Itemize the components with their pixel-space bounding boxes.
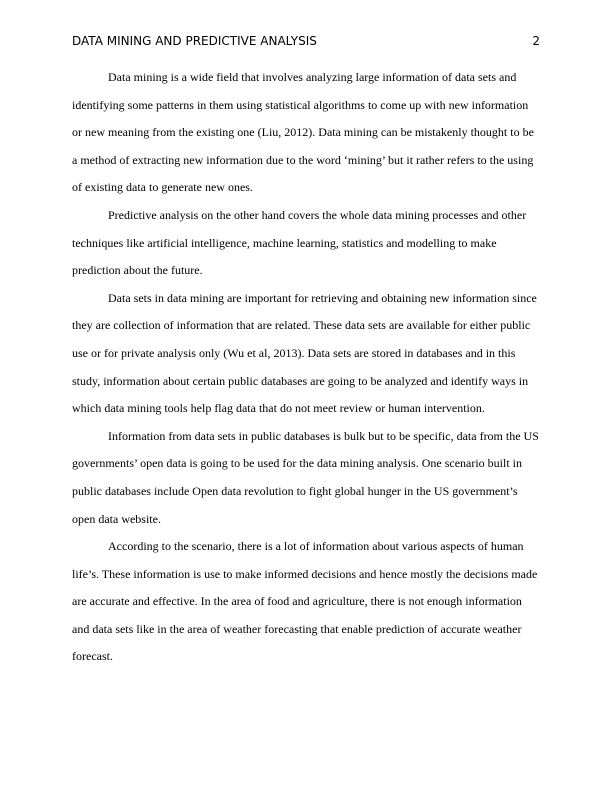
text-line: public databases include Open data revolution to fight global hunger in the US government’s bbox=[72, 483, 518, 498]
page-number: 2 bbox=[532, 34, 540, 48]
text-line: of existing data to generate new ones. bbox=[72, 180, 253, 195]
text-line: Information from data sets in public databases is bulk but to be specific, data from the US bbox=[108, 428, 539, 443]
text-line: they are collection of information that are related. These data sets are available for either public bbox=[72, 318, 531, 333]
document-body bbox=[72, 64, 544, 671]
paragraph bbox=[72, 423, 544, 533]
paragraph bbox=[72, 64, 544, 202]
text-line: life’s. These information is use to make informed decisions and hence mostly the decisions made bbox=[72, 566, 538, 581]
text-line: According to the scenario, there is a lot of information about various aspects of human bbox=[108, 539, 524, 554]
text-line: use or for private analysis only (Wu et al, 2013). Data sets are stored in databases and in this bbox=[72, 345, 516, 360]
running-head-title: DATA MINING AND PREDICTIVE ANALYSIS bbox=[72, 34, 317, 48]
paragraph bbox=[72, 285, 544, 423]
text-line: open data website. bbox=[72, 511, 161, 526]
text-line: Predictive analysis on the other hand covers the whole data mining processes and other bbox=[108, 207, 527, 222]
text-line: are accurate and effective. In the area of food and agriculture, there is not enough information bbox=[72, 594, 522, 609]
text-line: prediction about the future. bbox=[72, 263, 203, 278]
text-line: and data sets like in the area of weather forecasting that enable prediction of accurate weather bbox=[72, 621, 522, 636]
paragraph bbox=[72, 533, 544, 671]
text-line: governments’ open data is going to be used for the data mining analysis. One scenario built in bbox=[72, 456, 523, 471]
text-line: study, information about certain public databases are going to be analyzed and identify ways in bbox=[72, 373, 529, 388]
paragraph bbox=[72, 202, 544, 285]
text-line: a method of extracting new information due to the word ‘mining’ but it rather refers to the using bbox=[72, 152, 534, 167]
page-header bbox=[72, 34, 540, 50]
text-line: forecast. bbox=[72, 649, 113, 664]
text-line: identifying some patterns in them using statistical algorithms to come up with new information bbox=[72, 97, 529, 112]
text-line: which data mining tools help flag data that do not meet review or human intervention. bbox=[72, 401, 485, 416]
text-line: Data mining is a wide field that involves analyzing large information of data sets and bbox=[108, 70, 517, 84]
text-line: or new meaning from the existing one (Liu, 2012). Data mining can be mistakenly thought to be bbox=[72, 125, 534, 140]
text-line: techniques like artificial intelligence, machine learning, statistics and modelling to make bbox=[72, 235, 497, 250]
text-line: Data sets in data mining are important for retrieving and obtaining new information since bbox=[108, 290, 537, 305]
